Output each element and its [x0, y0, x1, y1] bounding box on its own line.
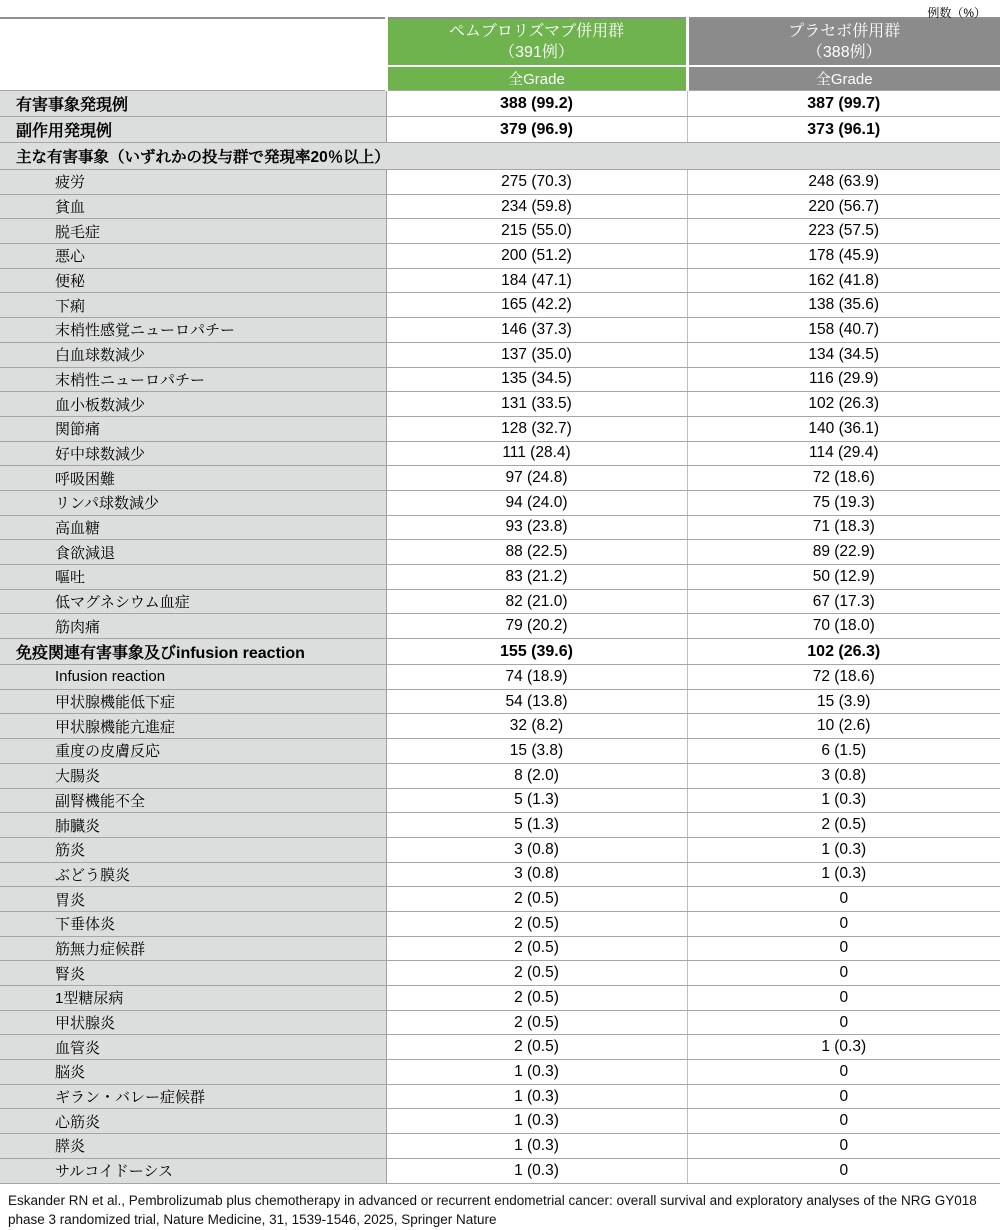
table-row: [0, 961, 1000, 986]
placebo-value: 1 (0.3): [687, 837, 1000, 862]
table-row: [0, 887, 1000, 912]
table-row: [0, 342, 1000, 367]
citation: Eskander RN et al., Pembrolizumab plus chemotherapy in advanced or recurrent endometrial cancer: overall survival and exploratory analyses of the NRG GY018 phase 3 randomized trial, Nature Medicine, 31, 1539-1546, 2025, Springer Nature: [0, 1184, 1000, 1230]
group-n-pembrolizumab: （391例）: [388, 42, 686, 63]
pembrolizumab-value: 128 (32.7): [386, 416, 687, 441]
placebo-value: 72 (18.6): [687, 466, 1000, 491]
header-spacer: [0, 18, 386, 66]
row-label: 副作用発現例: [0, 117, 386, 143]
pembrolizumab-value: 146 (37.3): [386, 318, 687, 343]
pembrolizumab-value: 2 (0.5): [386, 887, 687, 912]
row-label: 有害事象発現例: [0, 91, 386, 117]
placebo-value: 140 (36.1): [687, 416, 1000, 441]
placebo-value: 71 (18.3): [687, 515, 1000, 540]
column-header-placebo: [687, 18, 1000, 66]
group-name-placebo: プラセボ併用群: [689, 21, 1000, 42]
row-label: 甲状腺機能亢進症: [0, 714, 386, 739]
row-label: 筋無力症候群: [0, 936, 386, 961]
row-label: 脳炎: [0, 1060, 386, 1085]
table-row: [0, 639, 1000, 665]
pembrolizumab-value: 8 (2.0): [386, 763, 687, 788]
row-label: 副腎機能不全: [0, 788, 386, 813]
placebo-value: 116 (29.9): [687, 367, 1000, 392]
pembrolizumab-value: 2 (0.5): [386, 1010, 687, 1035]
pembrolizumab-value: 137 (35.0): [386, 342, 687, 367]
placebo-value: 0: [687, 1109, 1000, 1134]
pembrolizumab-value: 165 (42.2): [386, 293, 687, 318]
grade-header-pembrolizumab: 全Grade: [386, 66, 687, 91]
placebo-value: 0: [687, 1158, 1000, 1183]
placebo-value: 0: [687, 936, 1000, 961]
table-row: [0, 392, 1000, 417]
placebo-value: 134 (34.5): [687, 342, 1000, 367]
placebo-value: 0: [687, 1060, 1000, 1085]
table-row: [0, 293, 1000, 318]
placebo-value: 70 (18.0): [687, 614, 1000, 639]
pembrolizumab-value: 2 (0.5): [386, 1035, 687, 1060]
row-label: 好中球数減少: [0, 441, 386, 466]
table-row: [0, 763, 1000, 788]
table-row: [0, 689, 1000, 714]
row-label: 筋炎: [0, 837, 386, 862]
placebo-value: 0: [687, 1134, 1000, 1159]
table-row: [0, 117, 1000, 143]
placebo-value: 223 (57.5): [687, 219, 1000, 244]
table-row: [0, 665, 1000, 690]
placebo-value: 1 (0.3): [687, 1035, 1000, 1060]
placebo-value: 387 (99.7): [687, 91, 1000, 117]
pembrolizumab-value: 15 (3.8): [386, 739, 687, 764]
row-label: 食欲減退: [0, 540, 386, 565]
pembrolizumab-value: 83 (21.2): [386, 565, 687, 590]
pembrolizumab-value: 82 (21.0): [386, 589, 687, 614]
placebo-value: 6 (1.5): [687, 739, 1000, 764]
pembrolizumab-value: 215 (55.0): [386, 219, 687, 244]
table-row: [0, 614, 1000, 639]
row-label: 関節痛: [0, 416, 386, 441]
placebo-value: 0: [687, 911, 1000, 936]
pembrolizumab-value: 74 (18.9): [386, 665, 687, 690]
table-row: [0, 170, 1000, 195]
table-row: [0, 515, 1000, 540]
table-row: [0, 813, 1000, 838]
table-row: [0, 466, 1000, 491]
placebo-value: 158 (40.7): [687, 318, 1000, 343]
pembrolizumab-value: 5 (1.3): [386, 813, 687, 838]
row-label: 心筋炎: [0, 1109, 386, 1134]
table-row: [0, 862, 1000, 887]
pembrolizumab-value: 1 (0.3): [386, 1084, 687, 1109]
table-row: [0, 911, 1000, 936]
pembrolizumab-value: 184 (47.1): [386, 268, 687, 293]
pembrolizumab-value: 1 (0.3): [386, 1134, 687, 1159]
pembrolizumab-value: 131 (33.5): [386, 392, 687, 417]
row-label: 甲状腺機能低下症: [0, 689, 386, 714]
row-label: 下垂体炎: [0, 911, 386, 936]
row-label: 下痢: [0, 293, 386, 318]
pembrolizumab-value: 93 (23.8): [386, 515, 687, 540]
placebo-value: 102 (26.3): [687, 639, 1000, 665]
table-row: [0, 1109, 1000, 1134]
placebo-value: 220 (56.7): [687, 194, 1000, 219]
row-label: 免疫関連有害事象及びinfusion reaction: [0, 639, 386, 665]
pembrolizumab-value: 200 (51.2): [386, 244, 687, 269]
pembrolizumab-value: 88 (22.5): [386, 540, 687, 565]
table-row: [0, 244, 1000, 269]
placebo-value: 2 (0.5): [687, 813, 1000, 838]
placebo-value: 162 (41.8): [687, 268, 1000, 293]
placebo-value: 1 (0.3): [687, 788, 1000, 813]
pembrolizumab-value: 1 (0.3): [386, 1060, 687, 1085]
pembrolizumab-value: 2 (0.5): [386, 911, 687, 936]
group-header-row: [0, 18, 1000, 66]
unit-label: 例数（%）: [0, 0, 1000, 17]
pembrolizumab-value: 234 (59.8): [386, 194, 687, 219]
placebo-value: 248 (63.9): [687, 170, 1000, 195]
table-row: [0, 91, 1000, 117]
pembrolizumab-value: 155 (39.6): [386, 639, 687, 665]
pembrolizumab-value: 2 (0.5): [386, 986, 687, 1011]
pembrolizumab-value: 94 (24.0): [386, 490, 687, 515]
table-row: [0, 441, 1000, 466]
table-row: [0, 788, 1000, 813]
table-row: [0, 194, 1000, 219]
table-row: [0, 986, 1000, 1011]
row-label: 膵炎: [0, 1134, 386, 1159]
table-row: [0, 739, 1000, 764]
placebo-value: 0: [687, 887, 1000, 912]
row-label: 便秘: [0, 268, 386, 293]
row-label: 肺臓炎: [0, 813, 386, 838]
placebo-value: 178 (45.9): [687, 244, 1000, 269]
placebo-value: 102 (26.3): [687, 392, 1000, 417]
table-row: [0, 540, 1000, 565]
table-row: [0, 1084, 1000, 1109]
table-row: [0, 1134, 1000, 1159]
pembrolizumab-value: 3 (0.8): [386, 862, 687, 887]
row-label: 末梢性感覚ニューロパチー: [0, 318, 386, 343]
pembrolizumab-value: 135 (34.5): [386, 367, 687, 392]
row-label: Infusion reaction: [0, 665, 386, 690]
row-label: 貧血: [0, 194, 386, 219]
row-label: 悪心: [0, 244, 386, 269]
row-label: ぶどう膜炎: [0, 862, 386, 887]
group-name-pembrolizumab: ペムブロリズマブ併用群: [388, 21, 686, 42]
pembrolizumab-value: 3 (0.8): [386, 837, 687, 862]
table-row: [0, 367, 1000, 392]
row-label: 大腸炎: [0, 763, 386, 788]
row-label: 血管炎: [0, 1035, 386, 1060]
row-label: ギラン・バレー症候群: [0, 1084, 386, 1109]
row-label: 高血糖: [0, 515, 386, 540]
table-row: [0, 416, 1000, 441]
placebo-value: 0: [687, 1084, 1000, 1109]
row-label: 血小板数減少: [0, 392, 386, 417]
row-label: 脱毛症: [0, 219, 386, 244]
placebo-value: 89 (22.9): [687, 540, 1000, 565]
row-label: 末梢性ニューロパチー: [0, 367, 386, 392]
row-label: サルコイドーシス: [0, 1158, 386, 1183]
placebo-value: 15 (3.9): [687, 689, 1000, 714]
row-label: リンパ球数減少: [0, 490, 386, 515]
row-label: 嘔吐: [0, 565, 386, 590]
pembrolizumab-value: 1 (0.3): [386, 1158, 687, 1183]
row-label: 1型糖尿病: [0, 986, 386, 1011]
grade-header-placebo: 全Grade: [687, 66, 1000, 91]
pembrolizumab-value: 79 (20.2): [386, 614, 687, 639]
table-row: [0, 490, 1000, 515]
placebo-value: 75 (19.3): [687, 490, 1000, 515]
section-header-row: [0, 143, 1000, 170]
row-label: 疲労: [0, 170, 386, 195]
pembrolizumab-value: 5 (1.3): [386, 788, 687, 813]
pembrolizumab-value: 32 (8.2): [386, 714, 687, 739]
table-row: [0, 1158, 1000, 1183]
pembrolizumab-value: 54 (13.8): [386, 689, 687, 714]
section-label: 主な有害事象（いずれかの投与群で発現率20％以上）: [0, 143, 1000, 170]
pembrolizumab-value: 2 (0.5): [386, 936, 687, 961]
pembrolizumab-value: 275 (70.3): [386, 170, 687, 195]
pembrolizumab-value: 379 (96.9): [386, 117, 687, 143]
placebo-value: 0: [687, 986, 1000, 1011]
table-body: [0, 91, 1000, 1184]
pembrolizumab-value: 97 (24.8): [386, 466, 687, 491]
placebo-value: 373 (96.1): [687, 117, 1000, 143]
row-label: 重度の皮膚反応: [0, 739, 386, 764]
table-row: [0, 589, 1000, 614]
table-row: [0, 219, 1000, 244]
table-row: [0, 837, 1000, 862]
row-label: 呼吸困難: [0, 466, 386, 491]
placebo-value: 67 (17.3): [687, 589, 1000, 614]
placebo-value: 1 (0.3): [687, 862, 1000, 887]
grade-header-row: [0, 66, 1000, 91]
column-header-pembrolizumab: [386, 18, 687, 66]
row-label: 甲状腺炎: [0, 1010, 386, 1035]
placebo-value: 138 (35.6): [687, 293, 1000, 318]
table-row: [0, 1060, 1000, 1085]
placebo-value: 10 (2.6): [687, 714, 1000, 739]
table-row: [0, 1035, 1000, 1060]
group-n-placebo: （388例）: [689, 42, 1000, 63]
row-label: 筋肉痛: [0, 614, 386, 639]
table-row: [0, 318, 1000, 343]
table-row: [0, 936, 1000, 961]
pembrolizumab-value: 2 (0.5): [386, 961, 687, 986]
placebo-value: 72 (18.6): [687, 665, 1000, 690]
row-label: 白血球数減少: [0, 342, 386, 367]
pembrolizumab-value: 388 (99.2): [386, 91, 687, 117]
row-label: 腎炎: [0, 961, 386, 986]
placebo-value: 3 (0.8): [687, 763, 1000, 788]
placebo-value: 50 (12.9): [687, 565, 1000, 590]
placebo-value: 114 (29.4): [687, 441, 1000, 466]
pembrolizumab-value: 1 (0.3): [386, 1109, 687, 1134]
adverse-events-table: [0, 17, 1000, 1184]
table-row: [0, 1010, 1000, 1035]
row-label: 低マグネシウム血症: [0, 589, 386, 614]
placebo-value: 0: [687, 1010, 1000, 1035]
table-row: [0, 268, 1000, 293]
grade-header-spacer: [0, 66, 386, 91]
table-row: [0, 565, 1000, 590]
row-label: 胃炎: [0, 887, 386, 912]
table-row: [0, 714, 1000, 739]
placebo-value: 0: [687, 961, 1000, 986]
pembrolizumab-value: 111 (28.4): [386, 441, 687, 466]
